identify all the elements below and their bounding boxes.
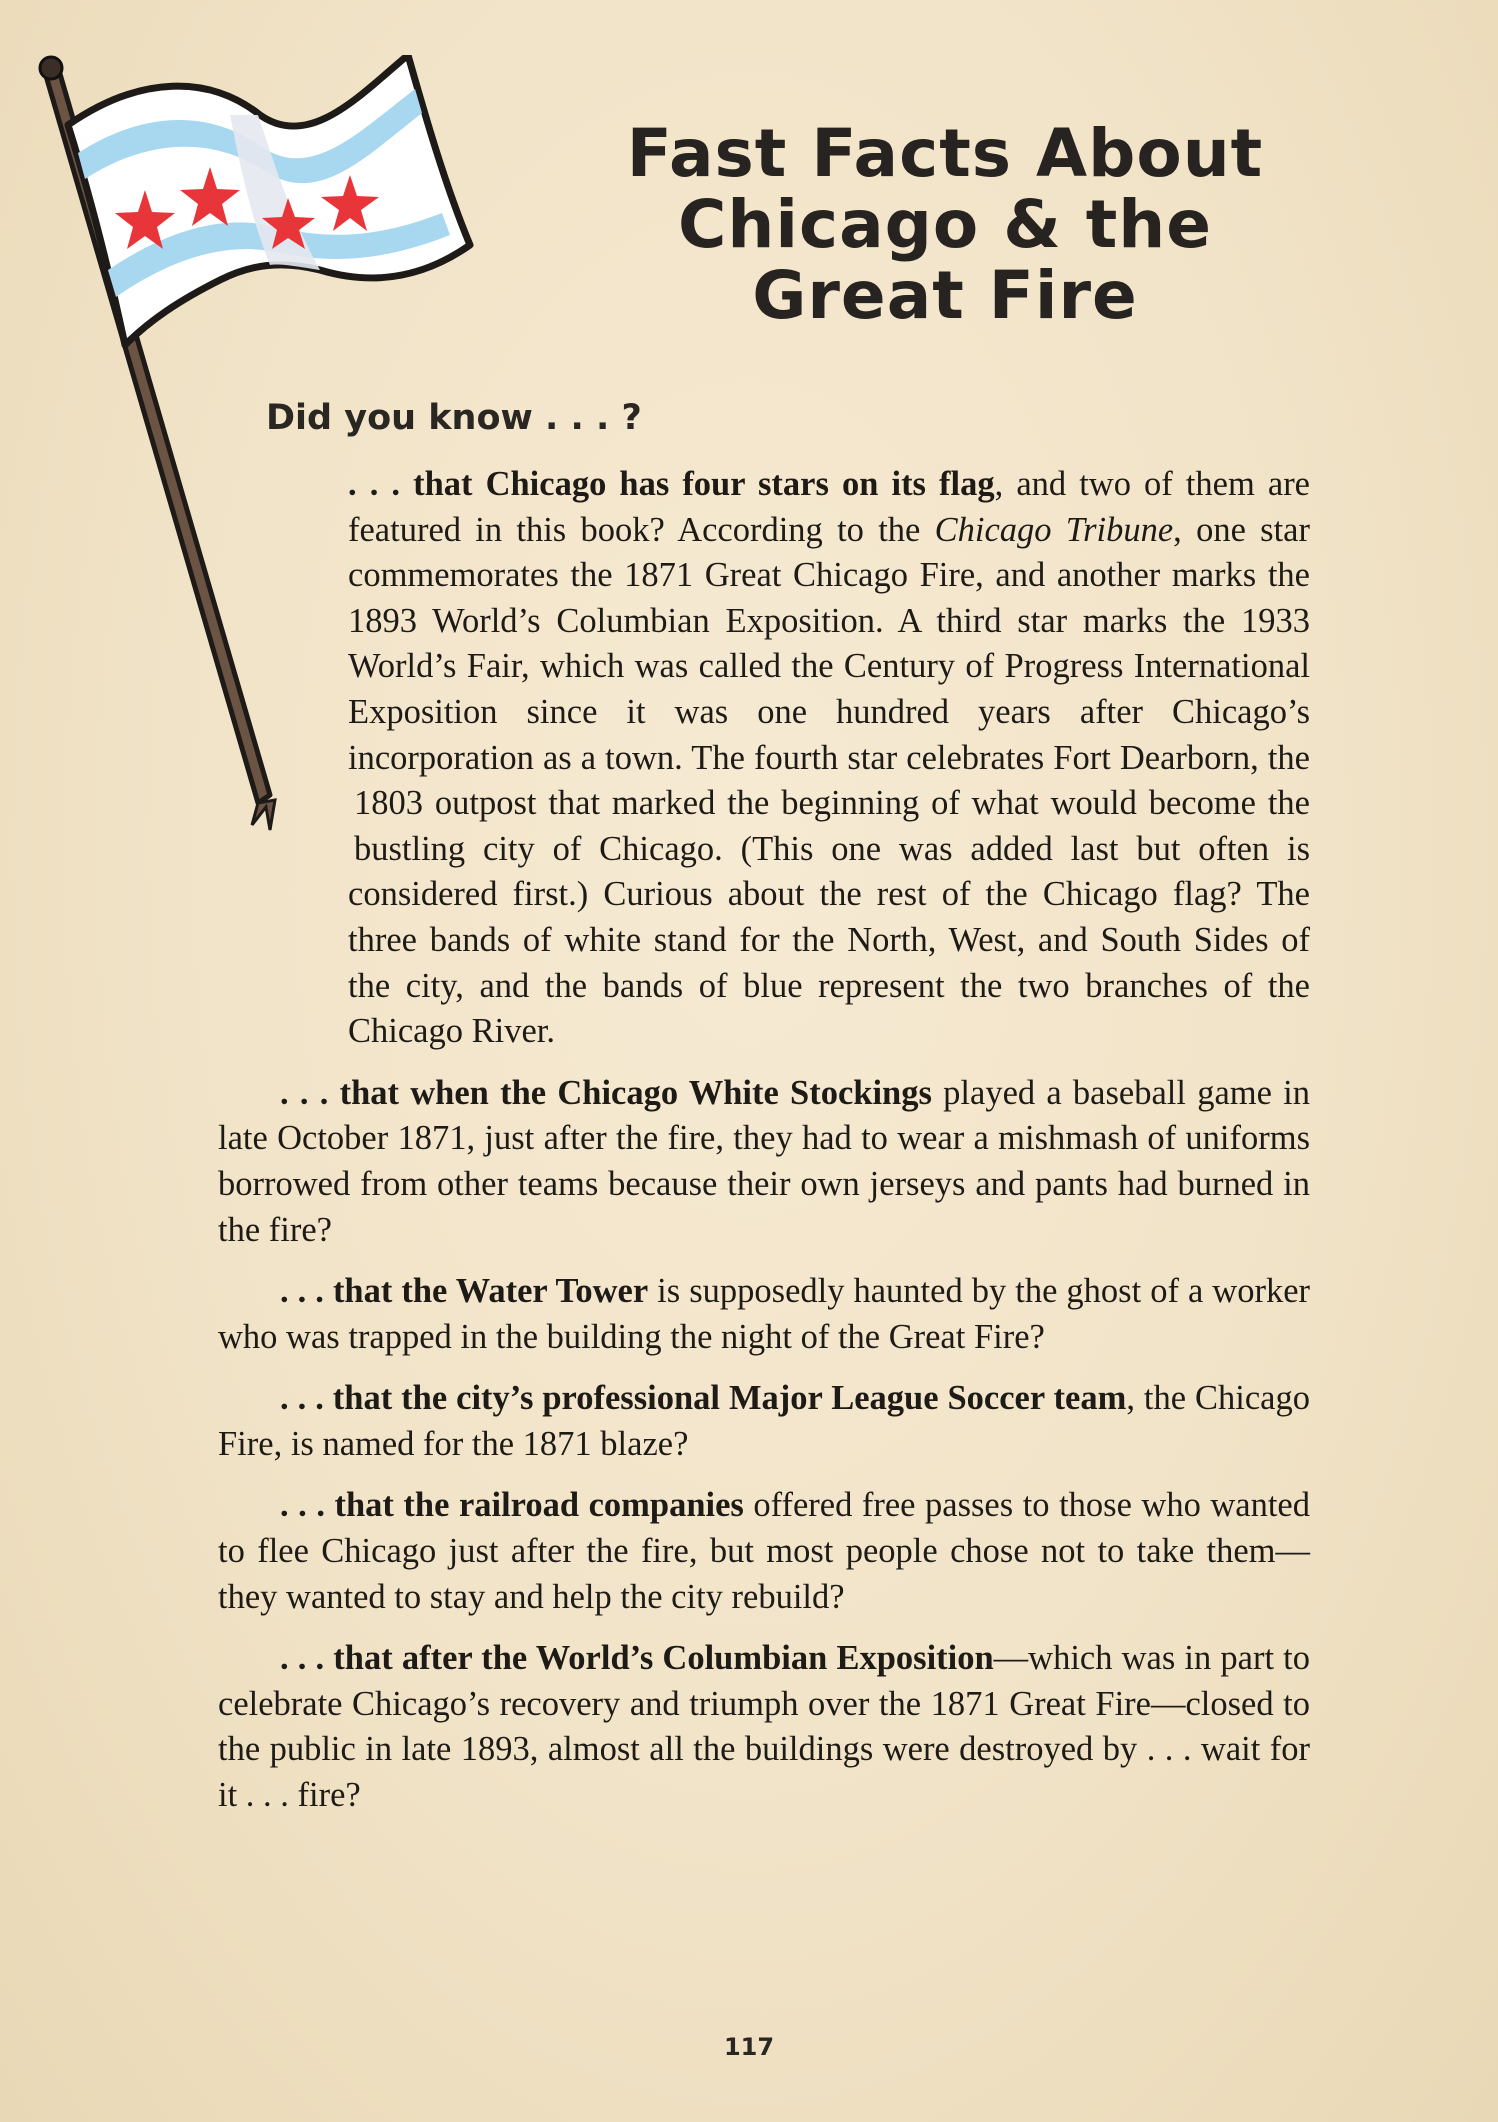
fact-text: , the Chicago Fire, is named for the 1871 blaze?	[218, 1379, 1310, 1463]
fact-paragraph-soccer	[218, 1376, 1310, 1467]
fact-lead: . . . that the city’s professional Major League Soccer team	[280, 1379, 1127, 1418]
fact-text: offered free passes to those who wanted to flee Chicago just after the fire, but most people chose not to take them—they wanted to stay and help the city rebuild?	[218, 1486, 1310, 1616]
title-line-3: Great Fire	[752, 257, 1138, 334]
fact-text: is supposedly haunted by the ghost of a worker who was trapped in the building the night of the Great Fire?	[218, 1272, 1311, 1356]
fact-paragraph-water-tower	[218, 1269, 1310, 1360]
fact-paragraph-railroad	[218, 1483, 1310, 1620]
fact-italic-title: Chicago Tribune	[934, 510, 1174, 549]
pole-finial	[40, 57, 62, 79]
page-title	[600, 115, 1290, 334]
facts-body	[218, 462, 1310, 1835]
fact-lead: . . . that after the World’s Columbian Exposition	[280, 1639, 994, 1678]
fact-paragraph-flag	[218, 462, 1310, 1055]
fact-paragraph-exposition	[218, 1636, 1310, 1818]
fact-text: —which was in part to celebrate Chicago’s recovery and triumph over the 1871 Great Fire—closed to the public in late 1893, almost all the buildings were destroyed by . . . wait for it . . . fire?	[218, 1639, 1310, 1815]
fact-paragraph-white-stockings	[218, 1071, 1310, 1253]
title-line-2: Chicago & the	[677, 186, 1213, 263]
fact-text: , one star commemorates the 1871 Great Chicago Fire, and another marks the 1893 World’s Columbian Exposition. A third star marks the 1933 World’s Fair, which was called the Century of Progress International Exposition since it was one hundred years after Chicago’s incorporation as a town. The fourth star celebrates Fort Dearborn, the 1803 outpost that marked the beginning of what would become the bustling city of Chicago. (This one was added last but often is considered first.) Curious about the rest of the Chicago flag? The three bands of white stand for the North, West, and South Sides of the city, and the bands of blue represent the two branches of the Chicago River.	[348, 510, 1310, 1051]
fact-lead: . . . that the railroad companies	[280, 1486, 744, 1525]
fact-lead: . . . that Chicago has four stars on its flag	[348, 465, 995, 503]
fact-lead: . . . that when the Chicago White Stockings	[280, 1073, 932, 1112]
fact-lead: . . . that the Water Tower	[280, 1272, 649, 1311]
page-number: 117	[723, 2033, 775, 2061]
title-line-1: Fast Facts About	[626, 115, 1264, 192]
section-subheading: Did you know . . . ?	[266, 398, 642, 438]
fact-text: , and two of them are featured in this book? According to the	[348, 465, 1310, 549]
fact-text: played a baseball game in late October 1871, just after the fire, they had to wear a mishmash of uniforms borrowed from other teams because their own jerseys and pants had burned in the fire?	[218, 1073, 1310, 1249]
